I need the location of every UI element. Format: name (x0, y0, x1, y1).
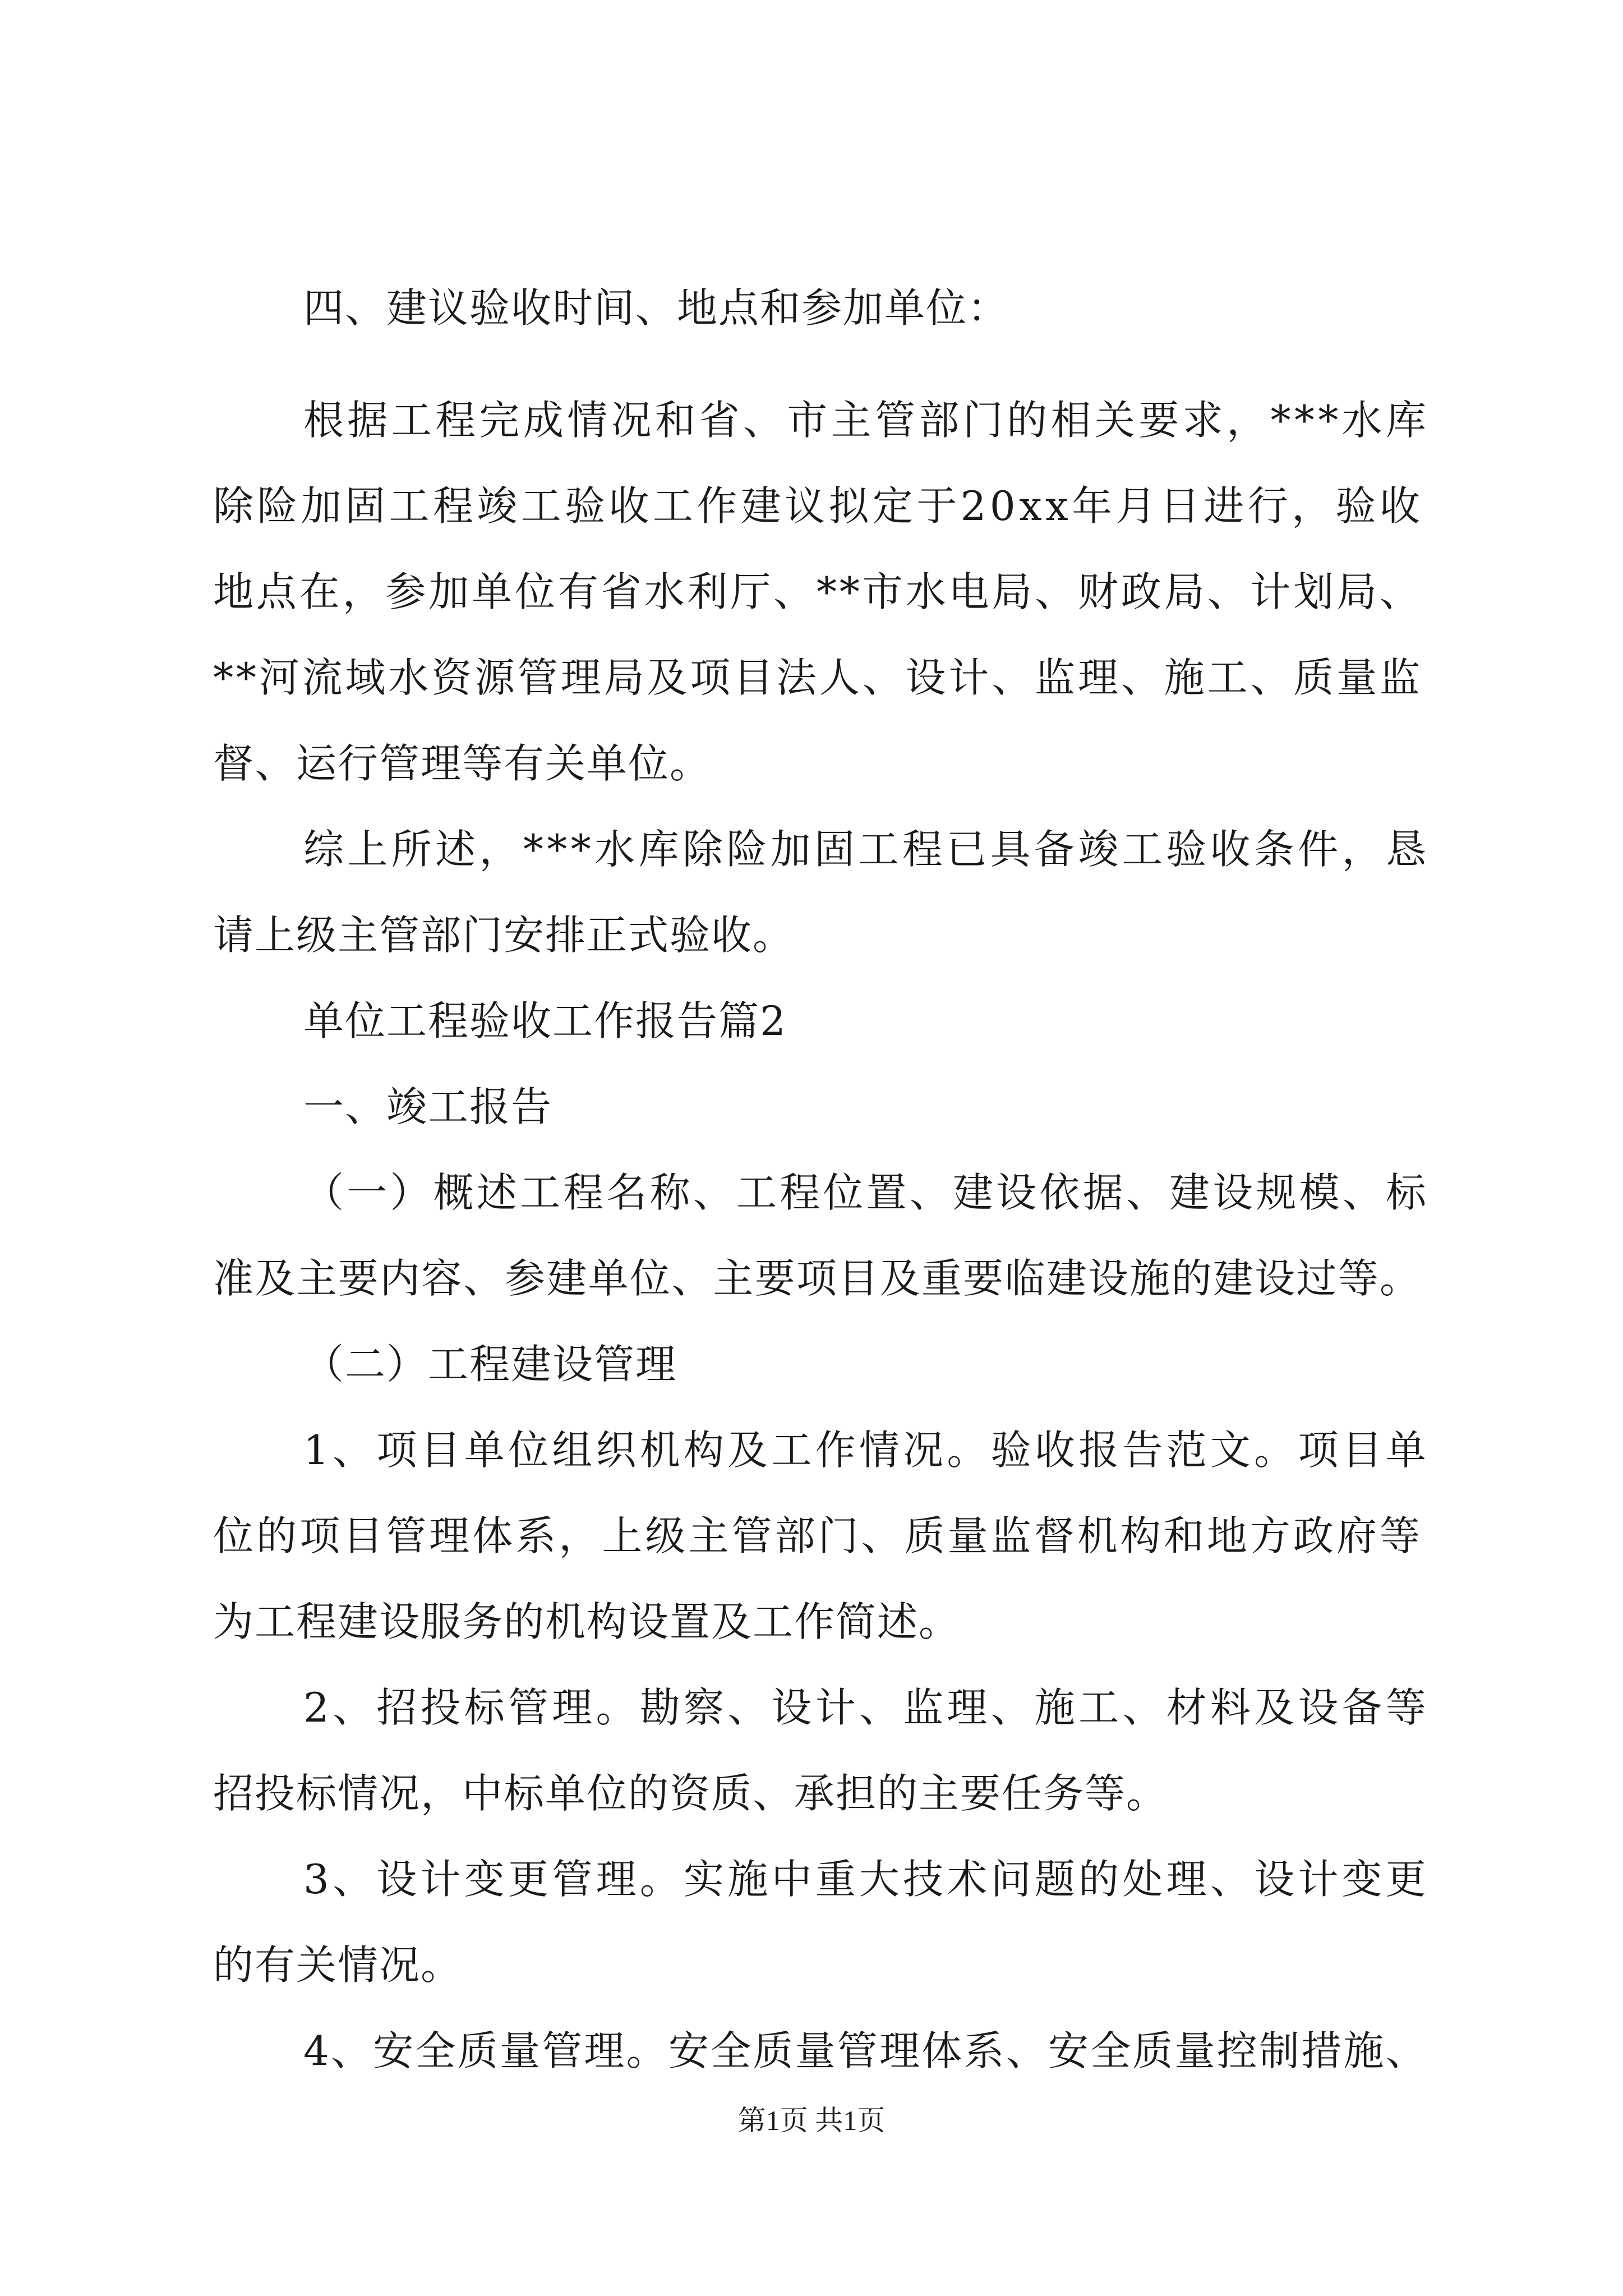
paragraph-line: 根据工程完成情况和省、市主管部门的相关要求，***水库 (303, 397, 1430, 444)
paragraph-line: 督、运行管理等有关单位。 (213, 740, 712, 787)
paragraph-line: 为工程建设服务的机构设置及工作简述。 (213, 1598, 961, 1645)
section-heading-completion: 一、竣工报告 (303, 1083, 553, 1130)
paragraph-line: 准及主要内容、参建单位、主要项目及重要临建设施的建设过等。 (213, 1255, 1422, 1302)
subsection-heading: （二）工程建设管理 (303, 1341, 677, 1388)
paragraph-line: 综上所述，***水库除险加固工程已具备竣工验收条件，恳 (303, 826, 1430, 873)
paragraph-line: 位的项目管理体系，上级主管部门、质量监督机构和地方政府等 (213, 1512, 1423, 1559)
paragraph-line: （一）概述工程名称、工程位置、建设依据、建设规模、标 (303, 1169, 1430, 1216)
paragraph-line: 2、招投标管理。勘察、设计、监理、施工、材料及设备等 (303, 1684, 1430, 1731)
paragraph-line: **河流域水资源管理局及项目法人、设计、监理、施工、质量监 (213, 654, 1423, 701)
report-title: 单位工程验收工作报告篇2 (303, 997, 787, 1045)
paragraph-line: 1、项目单位组织机构及工作情况。验收报告范文。项目单 (303, 1427, 1430, 1474)
paragraph-line: 3、设计变更管理。实施中重大技术问题的处理、设计变更 (303, 1856, 1430, 1903)
paragraph-line: 地点在，参加单位有省水利厅、**市水电局、财政局、计划局、 (213, 568, 1423, 615)
section-heading-4: 四、建议验收时间、地点和参加单位： (303, 284, 1009, 332)
paragraph-line: 除险加固工程竣工验收工作建议拟定于20xx年月日进行，验收 (213, 482, 1424, 530)
page-footer: 第1页 共1页 (737, 2105, 886, 2136)
paragraph-line: 的有关情况。 (213, 1941, 463, 1989)
paragraph-line: 4、安全质量管理。安全质量管理体系、安全质量控制措施、 (303, 2027, 1428, 2074)
paragraph-line: 请上级主管部门安排正式验收。 (213, 912, 795, 959)
paragraph-line: 招投标情况，中标单位的资质、承担的主要任务等。 (213, 1770, 1168, 1817)
